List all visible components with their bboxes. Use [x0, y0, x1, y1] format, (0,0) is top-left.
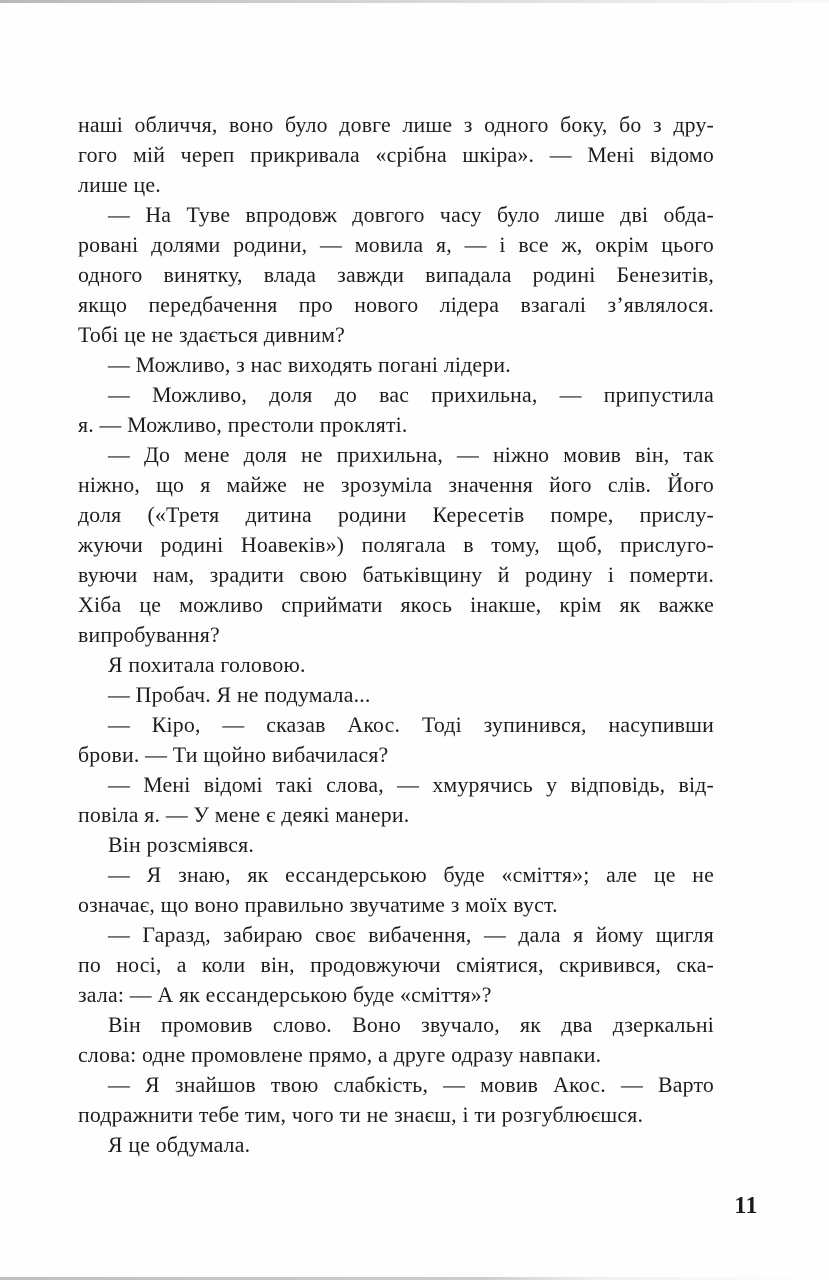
- text-line: наші обличчя, воно було довге лише з одного боку, бо з дру-: [78, 113, 714, 137]
- text-line: — Пробач. Я не подумала...: [108, 683, 371, 707]
- text-line: подражнити тебе тим, чого ти не знаєш, і ти розгублюєшся.: [78, 1103, 644, 1127]
- paragraph: [78, 770, 714, 830]
- text-line: — Кіро, — сказав Акос. Тоді зупинився, насупивши: [108, 713, 714, 737]
- text-line: — Можливо, з нас виходять погані лідери.: [108, 353, 511, 377]
- text-line: зала: — А як ессандерською буде «сміття»?: [78, 983, 492, 1007]
- text-line: — До мене доля не прихильна, — ніжно мовив він, так: [108, 443, 714, 467]
- paragraph: [78, 380, 714, 440]
- text-line: повіла я. — У мене є деякі манери.: [78, 803, 410, 827]
- text-line: ніжно, що я майже не зрозуміла значення його слів. Його: [78, 473, 714, 497]
- text-line: доля («Третя дитина родини Кересетів помре, прислу-: [78, 503, 714, 527]
- text-line: — Я знайшов твою слабкість, — мовив Акос. — Варто: [108, 1073, 714, 1097]
- text-line: — Мені відомі такі слова, — хмурячись у відповідь, від-: [108, 773, 714, 797]
- paragraph: [78, 680, 714, 710]
- paragraph: [78, 650, 714, 680]
- text-line: Тобі це не здається дивним?: [78, 323, 345, 347]
- text-line: жуючи родині Ноавеків») полягала в тому, щоб, прислуго-: [78, 533, 714, 557]
- paragraph: [78, 1130, 714, 1160]
- paragraph: [78, 110, 714, 200]
- text-line: означає, що воно правильно звучатиме з моїх вуст.: [78, 893, 558, 917]
- paragraph: [78, 350, 714, 380]
- text-line: брови. — Ти щойно вибачилася?: [78, 743, 389, 767]
- text-line: слова: одне промовлене прямо, а друге одразу навпаки.: [78, 1043, 602, 1067]
- scan-edge-top: [0, 0, 829, 3]
- text-line: ровані долями родини, — мовила я, — і все ж, окрім цього: [78, 233, 714, 257]
- paragraph: [78, 440, 714, 650]
- text-line: Він промовив слово. Воно звучало, як два дзеркальні: [108, 1013, 714, 1037]
- page-number: 11: [734, 1193, 758, 1219]
- paragraph: [78, 710, 714, 770]
- text-line: по носі, а коли він, продовжуючи сміятися, скривився, ска-: [78, 953, 714, 977]
- text-line: вуючи нам, зрадити свою батьківщину й родину і померти.: [78, 563, 714, 587]
- paragraph: [78, 1010, 714, 1070]
- text-block: [78, 110, 714, 1160]
- text-line: Хіба це можливо сприймати якось інакше, крім як важке: [78, 593, 714, 617]
- text-line: гого мій череп прикривала «срібна шкіра». — Мені відомо: [78, 143, 714, 167]
- text-line: Він розсміявся.: [108, 833, 254, 857]
- paragraph: [78, 920, 714, 1010]
- text-line: якщо передбачення про нового лідера взагалі з’являлося.: [78, 293, 714, 317]
- paragraph: [78, 860, 714, 920]
- paragraph: [78, 1070, 714, 1130]
- paragraph: [78, 200, 714, 350]
- text-line: випробування?: [78, 623, 220, 647]
- text-line: — Я знаю, як ессандерською буде «сміття»; але це не: [108, 863, 714, 887]
- paragraph: [78, 830, 714, 860]
- text-line: Я похитала головою.: [108, 653, 306, 677]
- text-line: я. — Можливо, престоли прокляті.: [78, 413, 408, 437]
- text-line: — Можливо, доля до вас прихильна, — припустила: [108, 383, 714, 407]
- text-line: Я це обдумала.: [108, 1133, 251, 1157]
- text-line: лише це.: [78, 173, 161, 197]
- text-line: — На Туве впродовж довгого часу було лише дві обда-: [108, 203, 714, 227]
- text-line: одного винятку, влада завжди випадала родині Бенезитів,: [78, 263, 714, 287]
- text-line: — Гаразд, забираю своє вибачення, — дала я йому щигля: [108, 923, 714, 947]
